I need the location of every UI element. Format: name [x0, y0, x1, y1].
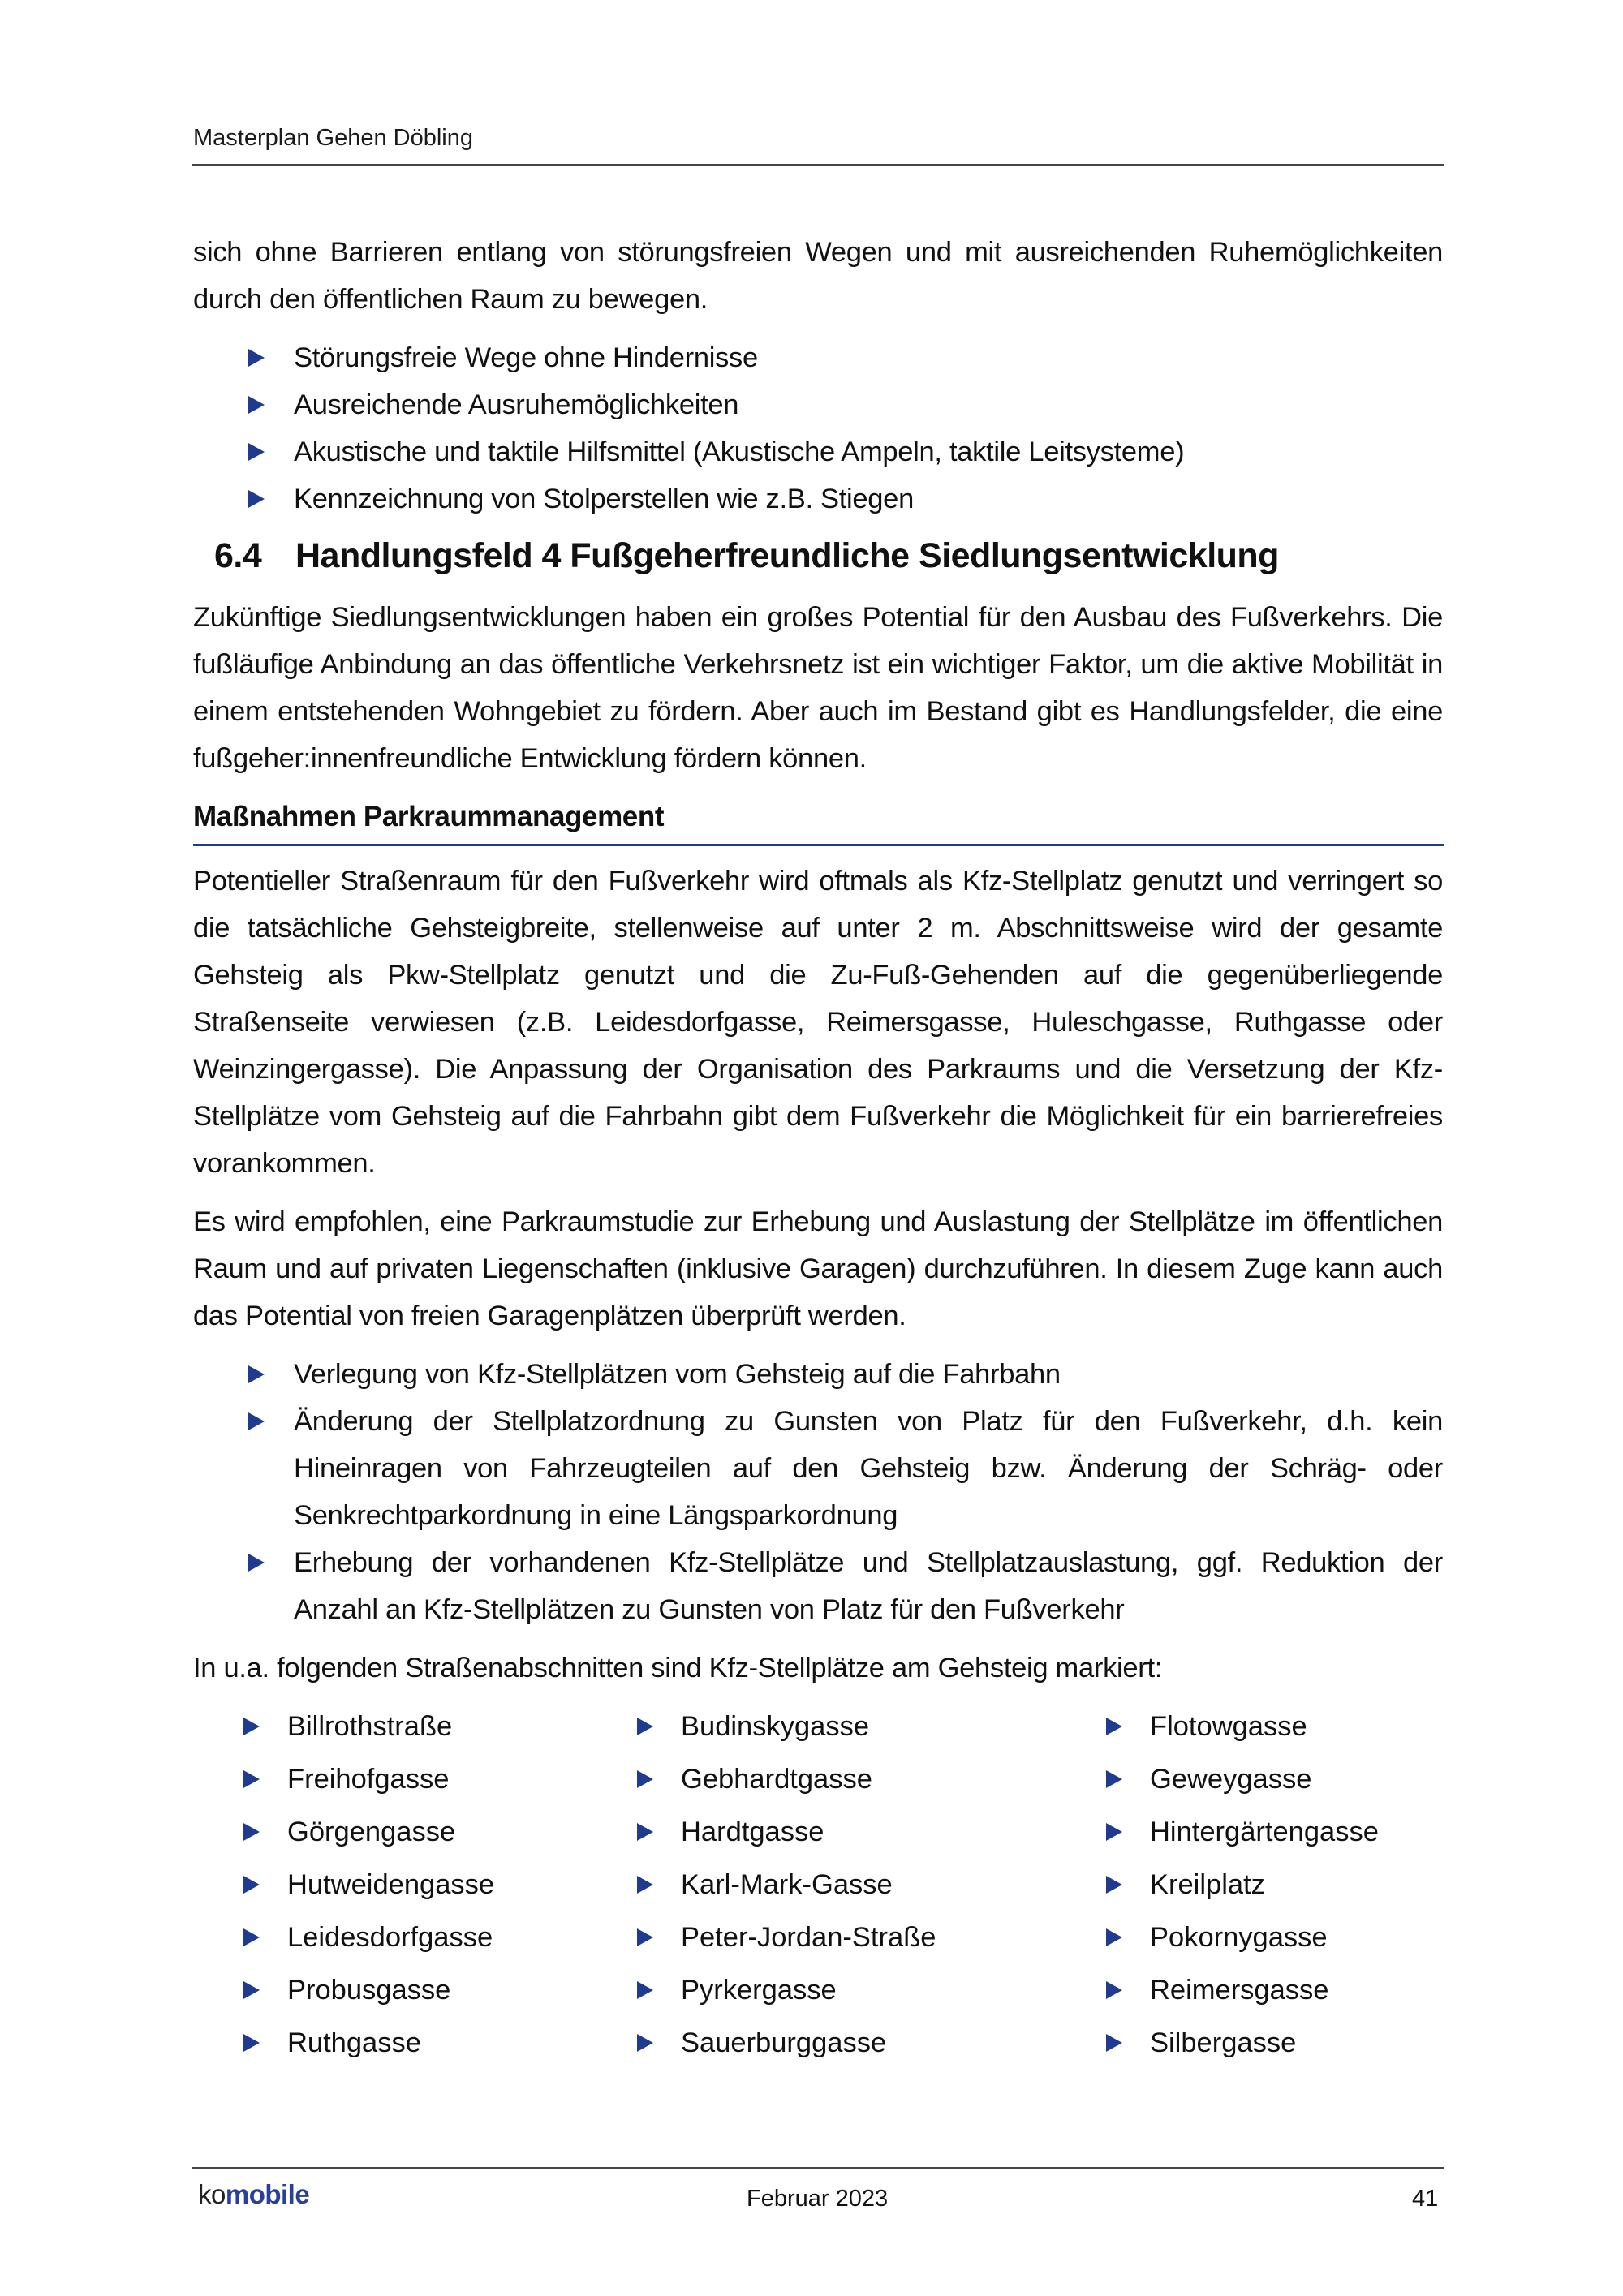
triangle-bullet-icon: [637, 2034, 653, 2052]
triangle-bullet-icon: [1106, 1981, 1122, 1999]
street-item: Freihofgasse: [193, 1756, 603, 1803]
running-header: Masterplan Gehen Döbling: [193, 125, 473, 151]
subsection-heading: Maßnahmen Parkraummanagement: [193, 801, 665, 832]
street-item: Karl-Mark-Gasse: [603, 1861, 1072, 1908]
triangle-bullet-icon: [637, 1876, 653, 1894]
triangle-bullet-icon: [1106, 1876, 1122, 1894]
street-item: Pokornygasse: [1072, 1914, 1397, 1961]
triangle-bullet-icon: [248, 1412, 265, 1430]
accessibility-bullet-list: [193, 334, 1443, 522]
footer-date: Februar 2023: [747, 2186, 889, 2212]
header-divider: [192, 164, 1444, 166]
triangle-bullet-icon: [248, 1554, 265, 1572]
street-item: Hardtgasse: [603, 1808, 1072, 1855]
triangle-bullet-icon: [637, 1770, 653, 1788]
list-item: Änderung der Stellplatzordnung zu Gunsten von Platz für den Fußverkehr, d.h. kein Hineinragen von Fahrzeugteilen auf den Gehsteig bzw. Änderung der Schräg- oder Senkrechtparkordnung in eine Längsparkordnung: [193, 1398, 1443, 1539]
street-item: Hintergärtengasse: [1072, 1808, 1397, 1855]
street-item: Silbergasse: [1072, 2019, 1397, 2066]
triangle-bullet-icon: [1106, 1770, 1122, 1788]
triangle-bullet-icon: [248, 443, 265, 461]
list-item: Verlegung von Kfz-Stellplätzen vom Gehsteig auf die Fahrbahn: [193, 1351, 1443, 1398]
triangle-bullet-icon: [637, 1981, 653, 1999]
list-item: Störungsfreie Wege ohne Hindernisse: [193, 334, 1443, 381]
triangle-bullet-icon: [637, 1823, 653, 1841]
street-item: Gebhardtgasse: [603, 1756, 1072, 1803]
page-content: [193, 229, 1443, 2066]
section-heading: [193, 532, 1443, 579]
footer-divider: [192, 2167, 1444, 2169]
street-item: Görgengasse: [193, 1808, 603, 1855]
triangle-bullet-icon: [243, 1928, 260, 1946]
parking-paragraph-1: Potentieller Straßenraum für den Fußverkehr wird oftmals als Kfz-Stellplatz genutzt und verringert so die tatsächliche Gehsteigbreite, stellenweise auf unter 2 m. Abschnittsweise wird der gesamte Gehsteig als Pkw-Stellplatz genutzt und die Zu-Fuß-Gehenden auf die gegenüberliegende Straßenseite verwiesen (z.B. Leidesdorfgasse, Reimersgasse, Huleschgasse, Ruthgasse oder Weinzingergasse). Die Anpassung der Organisation des Parkraums und die Versetzung der Kfz-Stellplätze vom Gehsteig auf die Fahrbahn gibt dem Fußverkehr die Möglichkeit für ein barrierefreies vorankommen.: [193, 866, 1443, 1179]
triangle-bullet-icon: [248, 349, 265, 367]
triangle-bullet-icon: [637, 1718, 653, 1735]
triangle-bullet-icon: [1106, 1718, 1122, 1735]
triangle-bullet-icon: [243, 1718, 260, 1735]
street-item: Peter-Jordan-Straße: [603, 1914, 1072, 1961]
triangle-bullet-icon: [243, 1770, 260, 1788]
street-item: Pyrkergasse: [603, 1967, 1072, 2014]
section-paragraph: Zukünftige Siedlungsentwicklungen haben ein großes Potential für den Ausbau des Fußverkehrs. Die fußläufige Anbindung an das öffentliche Verkehrsnetz ist ein wichtiger Faktor, um die aktive Mobilität in einem entstehenden Wohngebiet zu fördern. Aber auch im Bestand gibt es Handlungsfelder, die eine fußgeher:innenfreundliche Entwicklung fördern können.: [193, 602, 1443, 774]
street-item: Billrothstraße: [193, 1703, 603, 1750]
street-item: Leidesdorfgasse: [193, 1914, 603, 1961]
list-item: Ausreichende Ausruhemöglichkeiten: [193, 381, 1443, 428]
intro-paragraph: sich ohne Barrieren entlang von störungsfreien Wegen und mit ausreichenden Ruhemöglichkeiten durch den öffentlichen Raum zu bewegen.: [193, 237, 1443, 315]
subsection-underline: [193, 844, 1444, 846]
triangle-bullet-icon: [1106, 1928, 1122, 1946]
section-number: 6.4: [214, 536, 262, 575]
street-item: Probusgasse: [193, 1967, 603, 2014]
page-number: 41: [1412, 2186, 1439, 2212]
street-item: Reimersgasse: [1072, 1967, 1397, 2014]
triangle-bullet-icon: [243, 1876, 260, 1894]
street-item: Sauerburggasse: [603, 2019, 1072, 2066]
street-item: Kreilplatz: [1072, 1861, 1397, 1908]
list-item: Kennzeichnung von Stolperstellen wie z.B. Stiegen: [193, 475, 1443, 522]
triangle-bullet-icon: [248, 1365, 265, 1383]
triangle-bullet-icon: [248, 490, 265, 508]
section-title: Handlungsfeld 4 Fußgeherfreundliche Siedlungsentwicklung: [295, 536, 1279, 575]
parking-measures-list: [193, 1351, 1443, 1633]
triangle-bullet-icon: [243, 1823, 260, 1841]
triangle-bullet-icon: [243, 2034, 260, 2052]
triangle-bullet-icon: [248, 396, 265, 414]
street-list: [193, 1703, 1443, 2066]
streets-intro: In u.a. folgenden Straßenabschnitten sind Kfz-Stellplätze am Gehsteig markiert:: [193, 1653, 1163, 1683]
triangle-bullet-icon: [243, 1981, 260, 1999]
triangle-bullet-icon: [637, 1928, 653, 1946]
list-item: Erhebung der vorhandenen Kfz-Stellplätze und Stellplatzauslastung, ggf. Reduktion der Anzahl an Kfz-Stellplätzen zu Gunsten von Platz für den Fußverkehr: [193, 1539, 1443, 1633]
street-item: Flotowgasse: [1072, 1703, 1397, 1750]
street-item: Geweygasse: [1072, 1756, 1397, 1803]
triangle-bullet-icon: [1106, 2034, 1122, 2052]
street-item: Ruthgasse: [193, 2019, 603, 2066]
triangle-bullet-icon: [1106, 1823, 1122, 1841]
street-item: Budinskygasse: [603, 1703, 1072, 1750]
parking-paragraph-2: Es wird empfohlen, eine Parkraumstudie zur Erhebung und Auslastung der Stellplätze im öffentlichen Raum und auf privaten Liegenschaften (inklusive Garagen) durchzuführen. In diesem Zuge kann auch das Potential von freien Garagenplätzen überprüft werden.: [193, 1206, 1443, 1331]
komobile-logo: komobile: [198, 2179, 310, 2209]
street-item: Hutweidengasse: [193, 1861, 603, 1908]
list-item: Akustische und taktile Hilfsmittel (Akustische Ampeln, taktile Leitsysteme): [193, 428, 1443, 475]
